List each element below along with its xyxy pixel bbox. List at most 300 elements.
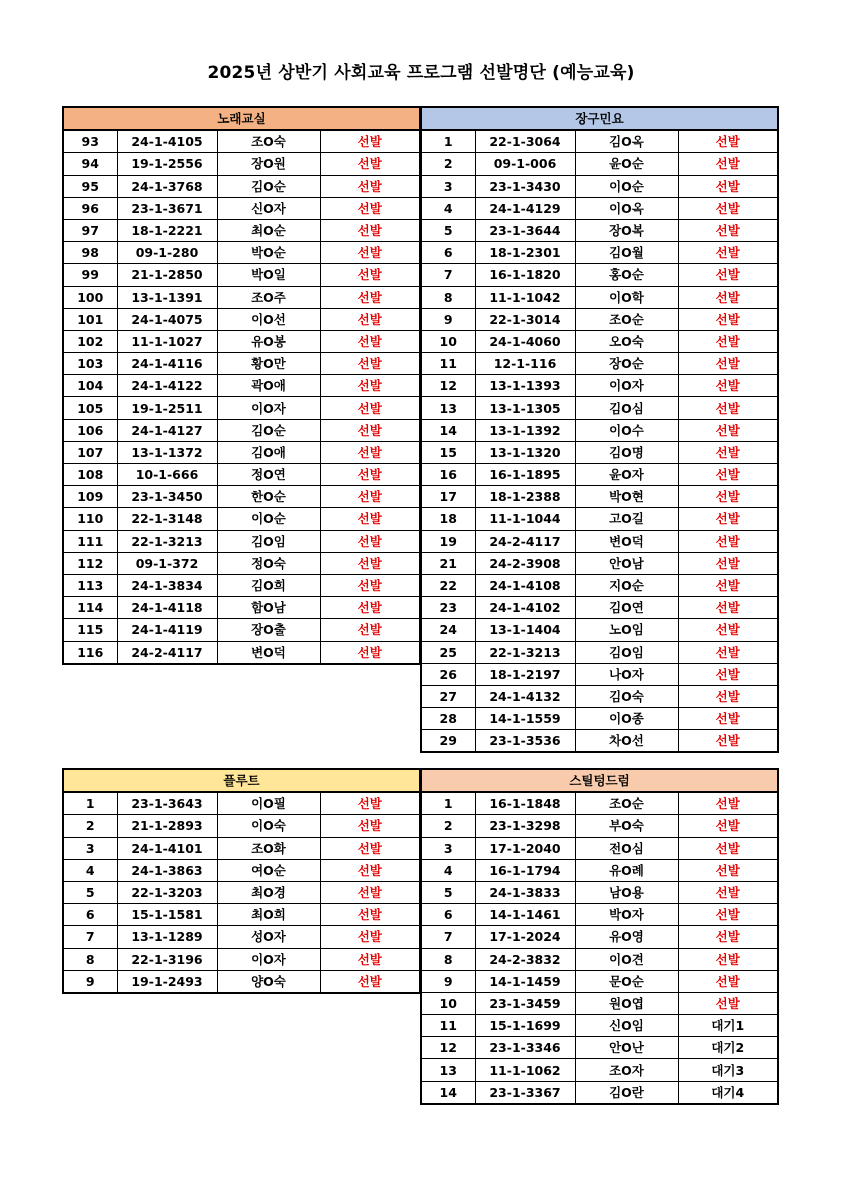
selection-status: 선발 — [320, 837, 420, 859]
selection-status: 선발 — [678, 792, 778, 815]
member-id: 09-1-372 — [117, 552, 217, 574]
member-name: 고O길 — [575, 508, 678, 530]
member-name: 김O옥 — [575, 130, 678, 153]
member-name: 이O학 — [575, 286, 678, 308]
table-row — [63, 175, 420, 197]
member-name: 이O견 — [575, 948, 678, 970]
selection-status: 선발 — [320, 153, 420, 175]
table-row — [421, 992, 778, 1014]
member-name: 함O남 — [217, 597, 320, 619]
selection-status: 선발 — [678, 881, 778, 903]
member-id: 22-1-3203 — [117, 881, 217, 903]
member-id: 23-1-3536 — [475, 730, 575, 753]
member-id: 24-2-3908 — [475, 552, 575, 574]
row-number: 1 — [63, 792, 117, 815]
member-name: 박O자 — [575, 904, 678, 926]
row-number: 11 — [421, 353, 475, 375]
row-number: 16 — [421, 464, 475, 486]
selection-status: 선발 — [678, 663, 778, 685]
table-flute — [62, 768, 421, 994]
selection-status: 선발 — [320, 464, 420, 486]
table-row — [421, 375, 778, 397]
row-number: 2 — [421, 815, 475, 837]
table-row — [421, 619, 778, 641]
table-row — [63, 574, 420, 596]
table-row — [63, 926, 420, 948]
member-name: 박O순 — [217, 242, 320, 264]
row-number: 26 — [421, 663, 475, 685]
member-id: 22-1-3148 — [117, 508, 217, 530]
selection-status: 선발 — [320, 619, 420, 641]
selection-status: 선발 — [678, 552, 778, 574]
selection-status: 선발 — [678, 130, 778, 153]
table-row — [63, 197, 420, 219]
table-row — [421, 970, 778, 992]
table-row — [63, 130, 420, 153]
row-number: 25 — [421, 641, 475, 663]
member-name: 이O자 — [217, 948, 320, 970]
table-row — [421, 708, 778, 730]
selection-status: 선발 — [678, 815, 778, 837]
member-name: 조O숙 — [217, 130, 320, 153]
selection-status: 선발 — [678, 530, 778, 552]
member-id: 24-1-4118 — [117, 597, 217, 619]
member-id: 13-1-1305 — [475, 397, 575, 419]
member-name: 윤O순 — [575, 153, 678, 175]
row-number: 106 — [63, 419, 117, 441]
selection-status: 선발 — [678, 948, 778, 970]
table-row — [63, 286, 420, 308]
row-number: 6 — [63, 904, 117, 926]
row-number: 10 — [421, 330, 475, 352]
selection-status: 대기3 — [678, 1059, 778, 1081]
row-number: 4 — [63, 859, 117, 881]
member-name: 김O애 — [217, 441, 320, 463]
table-row — [421, 308, 778, 330]
table-row — [63, 530, 420, 552]
row-number: 9 — [421, 970, 475, 992]
selection-status: 선발 — [678, 992, 778, 1014]
table-row — [421, 1081, 778, 1104]
member-id: 22-1-3213 — [475, 641, 575, 663]
member-id: 17-1-2040 — [475, 837, 575, 859]
table-row — [421, 508, 778, 530]
table-row — [63, 641, 420, 664]
row-number: 3 — [421, 837, 475, 859]
table-row — [421, 792, 778, 815]
table-row — [421, 419, 778, 441]
member-id: 12-1-116 — [475, 353, 575, 375]
member-name: 김O희 — [217, 574, 320, 596]
row-number: 113 — [63, 574, 117, 596]
table-row — [421, 486, 778, 508]
member-id: 23-1-3450 — [117, 486, 217, 508]
selection-status: 선발 — [320, 375, 420, 397]
member-id: 22-1-3014 — [475, 308, 575, 330]
selection-status: 선발 — [320, 792, 420, 815]
member-name: 정O연 — [217, 464, 320, 486]
row-number: 10 — [421, 992, 475, 1014]
row-number: 9 — [421, 308, 475, 330]
member-id: 15-1-1581 — [117, 904, 217, 926]
row-number: 5 — [421, 881, 475, 903]
row-number: 7 — [421, 926, 475, 948]
table-row — [63, 375, 420, 397]
selection-status: 선발 — [320, 353, 420, 375]
member-id: 24-1-4075 — [117, 308, 217, 330]
row-number: 116 — [63, 641, 117, 664]
member-name: 박O일 — [217, 264, 320, 286]
selection-status: 선발 — [320, 330, 420, 352]
row-number: 101 — [63, 308, 117, 330]
table-row — [421, 130, 778, 153]
row-number: 2 — [63, 815, 117, 837]
member-name: 김O순 — [217, 175, 320, 197]
row-number: 99 — [63, 264, 117, 286]
row-number: 22 — [421, 574, 475, 596]
row-number: 21 — [421, 552, 475, 574]
member-id: 13-1-1393 — [475, 375, 575, 397]
member-id: 24-1-4101 — [117, 837, 217, 859]
table-row — [421, 330, 778, 352]
selection-status: 선발 — [678, 486, 778, 508]
selection-status: 선발 — [320, 197, 420, 219]
table-row — [421, 685, 778, 707]
table-row — [421, 286, 778, 308]
selection-status: 선발 — [678, 619, 778, 641]
member-id: 16-1-1820 — [475, 264, 575, 286]
table-row — [421, 948, 778, 970]
member-name: 양O숙 — [217, 970, 320, 993]
member-id: 23-1-3644 — [475, 219, 575, 241]
member-id: 14-1-1459 — [475, 970, 575, 992]
table-row — [421, 397, 778, 419]
member-id: 21-1-2850 — [117, 264, 217, 286]
member-name: 이O옥 — [575, 197, 678, 219]
row-number: 115 — [63, 619, 117, 641]
member-name: 지O순 — [575, 574, 678, 596]
member-id: 22-1-3213 — [117, 530, 217, 552]
table-row — [63, 970, 420, 993]
table-row — [63, 242, 420, 264]
table-singing-class — [62, 106, 421, 665]
table-row — [63, 264, 420, 286]
row-number: 110 — [63, 508, 117, 530]
member-id: 21-1-2893 — [117, 815, 217, 837]
selection-status: 선발 — [678, 685, 778, 707]
member-id: 19-1-2511 — [117, 397, 217, 419]
selection-status: 선발 — [320, 597, 420, 619]
member-name: 최O경 — [217, 881, 320, 903]
selection-status: 선발 — [678, 219, 778, 241]
table-header: 플루트 — [63, 769, 420, 792]
selection-status: 선발 — [320, 441, 420, 463]
row-number: 6 — [421, 904, 475, 926]
table-row — [63, 792, 420, 815]
table-row — [421, 815, 778, 837]
member-name: 조O순 — [575, 792, 678, 815]
selection-status: 선발 — [678, 308, 778, 330]
member-id: 13-1-1391 — [117, 286, 217, 308]
table-row — [63, 464, 420, 486]
table-row — [63, 859, 420, 881]
selection-status: 선발 — [678, 508, 778, 530]
member-id: 24-1-4060 — [475, 330, 575, 352]
table-row — [421, 219, 778, 241]
row-number: 93 — [63, 130, 117, 153]
page-title: 2025년 상반기 사회교육 프로그램 선발명단 (예능교육) — [207, 63, 635, 83]
selection-status: 선발 — [320, 486, 420, 508]
member-name: 원O엽 — [575, 992, 678, 1014]
member-name: 여O순 — [217, 859, 320, 881]
table-row — [63, 441, 420, 463]
row-number: 23 — [421, 597, 475, 619]
table-row — [63, 330, 420, 352]
member-name: 문O순 — [575, 970, 678, 992]
member-name: 김O연 — [575, 597, 678, 619]
table-row — [421, 175, 778, 197]
member-name: 황O만 — [217, 353, 320, 375]
member-id: 23-1-3643 — [117, 792, 217, 815]
member-name: 조O주 — [217, 286, 320, 308]
member-id: 09-1-280 — [117, 242, 217, 264]
table-row — [421, 859, 778, 881]
member-id: 18-1-2388 — [475, 486, 575, 508]
selection-status: 선발 — [678, 574, 778, 596]
member-id: 18-1-2197 — [475, 663, 575, 685]
table-row — [63, 815, 420, 837]
member-name: 김O명 — [575, 441, 678, 463]
member-id: 24-1-4127 — [117, 419, 217, 441]
table-row — [421, 552, 778, 574]
member-name: 조O순 — [575, 308, 678, 330]
member-id: 10-1-666 — [117, 464, 217, 486]
member-id: 24-2-4117 — [475, 530, 575, 552]
row-number: 24 — [421, 619, 475, 641]
table-row — [421, 597, 778, 619]
member-id: 13-1-1392 — [475, 419, 575, 441]
table-row — [421, 641, 778, 663]
selection-status: 선발 — [320, 904, 420, 926]
member-name: 김O심 — [575, 397, 678, 419]
selection-status: 선발 — [320, 175, 420, 197]
row-number: 1 — [421, 792, 475, 815]
member-name: 김O숙 — [575, 685, 678, 707]
selection-status: 대기4 — [678, 1081, 778, 1104]
row-number: 98 — [63, 242, 117, 264]
member-id: 13-1-1289 — [117, 926, 217, 948]
row-number: 4 — [421, 859, 475, 881]
table-row — [421, 530, 778, 552]
member-name: 전O심 — [575, 837, 678, 859]
member-name: 김O월 — [575, 242, 678, 264]
member-name: 차O선 — [575, 730, 678, 753]
table-row — [63, 904, 420, 926]
selection-status: 선발 — [678, 353, 778, 375]
member-name: 변O덕 — [575, 530, 678, 552]
table-row — [63, 486, 420, 508]
member-id: 23-1-3459 — [475, 992, 575, 1014]
selection-status: 선발 — [678, 597, 778, 619]
table-row — [63, 153, 420, 175]
row-number: 3 — [63, 837, 117, 859]
member-name: 김O란 — [575, 1081, 678, 1104]
member-name: 홍O순 — [575, 264, 678, 286]
table-row — [421, 1037, 778, 1059]
member-id: 24-1-3834 — [117, 574, 217, 596]
member-id: 24-1-4108 — [475, 574, 575, 596]
member-id: 24-1-4102 — [475, 597, 575, 619]
selection-status: 선발 — [678, 175, 778, 197]
selection-status: 선발 — [678, 375, 778, 397]
table-row — [421, 242, 778, 264]
member-name: 조O화 — [217, 837, 320, 859]
member-name: 노O임 — [575, 619, 678, 641]
selection-status: 선발 — [678, 419, 778, 441]
table-row — [421, 1015, 778, 1037]
table-janggu-minyo — [420, 106, 779, 753]
selection-status: 선발 — [320, 530, 420, 552]
selection-status: 선발 — [678, 837, 778, 859]
row-number: 103 — [63, 353, 117, 375]
selection-status: 대기2 — [678, 1037, 778, 1059]
member-name: 장O순 — [575, 353, 678, 375]
table-row — [63, 948, 420, 970]
member-name: 정O숙 — [217, 552, 320, 574]
member-name: 남O용 — [575, 881, 678, 903]
member-name: 변O덕 — [217, 641, 320, 664]
selection-status: 선발 — [678, 708, 778, 730]
selection-status: 선발 — [678, 641, 778, 663]
selection-status: 선발 — [320, 397, 420, 419]
table-row — [63, 881, 420, 903]
row-number: 109 — [63, 486, 117, 508]
selection-status: 선발 — [320, 219, 420, 241]
member-name: 이O필 — [217, 792, 320, 815]
member-name: 안O난 — [575, 1037, 678, 1059]
selection-status: 선발 — [320, 926, 420, 948]
selection-status: 선발 — [678, 730, 778, 753]
member-name: 이O선 — [217, 308, 320, 330]
member-id: 13-1-1320 — [475, 441, 575, 463]
selection-status: 선발 — [320, 552, 420, 574]
table-header: 스틸텅드럼 — [421, 769, 778, 792]
table-header: 장구민요 — [421, 107, 778, 130]
row-number: 28 — [421, 708, 475, 730]
member-id: 13-1-1404 — [475, 619, 575, 641]
row-number: 2 — [421, 153, 475, 175]
row-number: 112 — [63, 552, 117, 574]
table-row — [63, 397, 420, 419]
table-row — [421, 574, 778, 596]
member-name: 나O자 — [575, 663, 678, 685]
row-number: 13 — [421, 397, 475, 419]
member-id: 24-1-4119 — [117, 619, 217, 641]
member-id: 09-1-006 — [475, 153, 575, 175]
selection-status: 선발 — [320, 881, 420, 903]
member-id: 24-2-3832 — [475, 948, 575, 970]
table-row — [421, 837, 778, 859]
member-id: 22-1-3196 — [117, 948, 217, 970]
table-row — [421, 1059, 778, 1081]
member-id: 24-1-4129 — [475, 197, 575, 219]
member-id: 24-1-4105 — [117, 130, 217, 153]
selection-status: 선발 — [678, 859, 778, 881]
member-id: 14-1-1461 — [475, 904, 575, 926]
member-id: 18-1-2221 — [117, 219, 217, 241]
member-id: 14-1-1559 — [475, 708, 575, 730]
row-number: 7 — [63, 926, 117, 948]
selection-status: 선발 — [320, 508, 420, 530]
member-id: 24-2-4117 — [117, 641, 217, 664]
member-id: 19-1-2556 — [117, 153, 217, 175]
member-name: 이O종 — [575, 708, 678, 730]
member-id: 19-1-2493 — [117, 970, 217, 993]
row-number: 12 — [421, 1037, 475, 1059]
row-number: 3 — [421, 175, 475, 197]
member-name: 장O원 — [217, 153, 320, 175]
member-id: 23-1-3671 — [117, 197, 217, 219]
selection-status: 선발 — [678, 153, 778, 175]
member-id: 23-1-3430 — [475, 175, 575, 197]
table-row — [63, 419, 420, 441]
member-name: 장O복 — [575, 219, 678, 241]
selection-status: 선발 — [320, 574, 420, 596]
member-name: 김O순 — [217, 419, 320, 441]
selection-status: 선발 — [320, 308, 420, 330]
row-number: 95 — [63, 175, 117, 197]
member-name: 이O자 — [217, 397, 320, 419]
member-name: 조O자 — [575, 1059, 678, 1081]
member-name: 이O순 — [575, 175, 678, 197]
table-steel-tongue-drum — [420, 768, 779, 1105]
member-name: 유O례 — [575, 859, 678, 881]
selection-status: 선발 — [678, 330, 778, 352]
table-row — [421, 926, 778, 948]
row-number: 18 — [421, 508, 475, 530]
member-name: 유O봉 — [217, 330, 320, 352]
row-number: 8 — [421, 948, 475, 970]
row-number: 5 — [421, 219, 475, 241]
selection-status: 선발 — [320, 641, 420, 664]
member-name: 부O숙 — [575, 815, 678, 837]
row-number: 1 — [421, 130, 475, 153]
table-row — [63, 508, 420, 530]
selection-status: 선발 — [678, 441, 778, 463]
row-number: 100 — [63, 286, 117, 308]
member-name: 한O순 — [217, 486, 320, 508]
row-number: 5 — [63, 881, 117, 903]
member-name: 이O자 — [575, 375, 678, 397]
selection-status: 선발 — [320, 970, 420, 993]
member-name: 최O희 — [217, 904, 320, 926]
member-name: 오O숙 — [575, 330, 678, 352]
row-number: 4 — [421, 197, 475, 219]
member-id: 11-1-1042 — [475, 286, 575, 308]
table-row — [421, 904, 778, 926]
member-id: 24-1-4132 — [475, 685, 575, 707]
row-number: 114 — [63, 597, 117, 619]
member-id: 17-1-2024 — [475, 926, 575, 948]
row-number: 97 — [63, 219, 117, 241]
row-number: 8 — [421, 286, 475, 308]
member-id: 11-1-1027 — [117, 330, 217, 352]
selection-status: 선발 — [320, 419, 420, 441]
member-id: 24-1-3833 — [475, 881, 575, 903]
selection-status: 선발 — [678, 904, 778, 926]
selection-status: 선발 — [678, 970, 778, 992]
row-number: 94 — [63, 153, 117, 175]
